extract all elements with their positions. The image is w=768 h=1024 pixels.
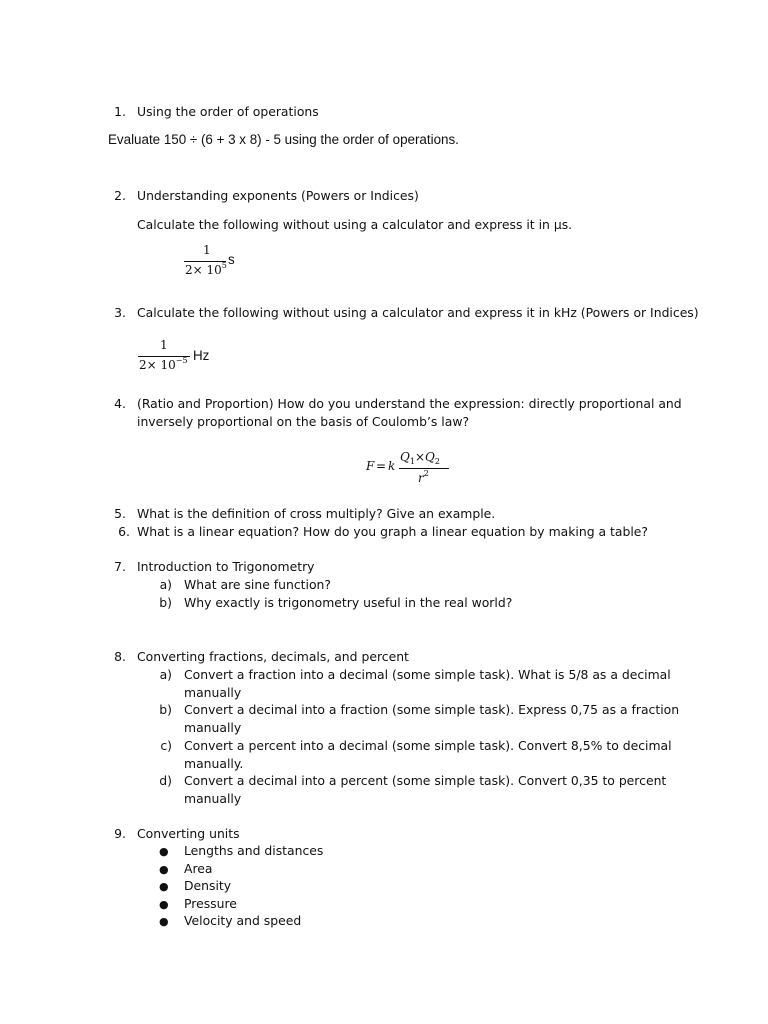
fraction-2 — [138, 338, 228, 380]
item-7a-text: What are sine function? — [184, 577, 331, 592]
item-6-title: What is a linear equation? How do you graph a linear equation by making a table? — [137, 524, 648, 539]
item-8-number: 8. — [114, 649, 126, 664]
item-1-title: Using the order of operations — [137, 104, 319, 119]
item-8b-line-1: Convert a decimal into a fraction (some simple task). Express 0,75 as a fraction — [184, 702, 680, 717]
bullet-5-icon: ● — [159, 915, 169, 928]
item-8d-line-1: Convert a decimal into a percent (some simple task). Convert 0,35 to percent — [184, 773, 667, 788]
bullet-3-text: Density — [184, 878, 232, 893]
formula-k: k — [388, 459, 396, 473]
fraction-1-bar — [184, 261, 226, 262]
item-8c-label: c) — [160, 738, 172, 753]
item-7-title: Introduction to Trigonometry — [137, 559, 315, 574]
item-5-title: What is the definition of cross multiply? Give an example. — [137, 506, 496, 521]
fraction-2-numerator: 1 — [160, 338, 168, 352]
bullet-1-icon: ● — [159, 845, 169, 858]
formula-equals: = — [376, 459, 387, 473]
bullet-2-text: Area — [184, 861, 213, 876]
item-7-number: 7. — [114, 559, 126, 574]
item-7b-label: b) — [159, 595, 172, 610]
item-8d-label: d) — [159, 773, 172, 788]
bullet-4-icon: ● — [159, 898, 169, 911]
fraction-2-denominator: $2\times 10^{-5}$ — [139, 356, 188, 372]
bullet-2-icon: ● — [159, 863, 169, 876]
formula-lhs: F — [366, 459, 375, 473]
item-7a-label: a) — [159, 577, 172, 592]
calc-instruction: Calculate the following without using a calculator and express it in µs. — [137, 217, 573, 232]
fraction-2-unit: Hz — [193, 348, 210, 363]
item-2-number: 2. — [114, 188, 126, 203]
bullet-1-text: Lengths and distances — [184, 843, 324, 858]
fraction-1 — [184, 243, 244, 283]
fraction-1-denominator: $2\times 10^5$ — [185, 261, 227, 277]
item-4-line-2: inversely proportional on the basis of Coulomb’s law? — [137, 414, 470, 429]
item-8b-label: b) — [159, 702, 172, 717]
item-8c-line-2: manually. — [184, 756, 244, 771]
coulomb-formula — [366, 450, 466, 492]
item-5-number: 5. — [114, 506, 126, 521]
bullet-5-text: Velocity and speed — [184, 913, 302, 928]
item-8-title: Converting fractions, decimals, and percent — [137, 649, 409, 664]
formula-denominator: $r^2$ — [418, 469, 429, 485]
item-8a-line-2: manually — [184, 685, 242, 700]
item-2-title: Understanding exponents (Powers or Indices) — [137, 188, 419, 203]
item-8a-line-1: Convert a fraction into a decimal (some simple task). What is 5/8 as a decimal — [184, 667, 671, 682]
item-1-number: 1. — [114, 104, 126, 119]
item-9-title: Converting units — [137, 826, 240, 841]
item-4-line-1: (Ratio and Proportion) How do you understand the expression: directly proportional and — [137, 396, 682, 411]
item-8c-line-1: Convert a percent into a decimal (some simple task). Convert 8,5% to decimal — [184, 738, 672, 753]
item-8b-line-2: manually — [184, 720, 242, 735]
formula-numerator: $Q_1\times Q_2$ — [400, 450, 440, 466]
item-3-title: Calculate the following without using a calculator and express it in kHz (Powers or Indices) — [137, 305, 699, 320]
item-8a-label: a) — [159, 667, 172, 682]
item-4-number: 4. — [114, 396, 126, 411]
bullet-3-icon: ● — [159, 880, 169, 893]
evaluate-expression: Evaluate 150 ÷ (6 + 3 x 8) - 5 using the order of operations. — [108, 132, 459, 147]
fraction-1-numerator: 1 — [203, 243, 211, 257]
item-7b-text: Why exactly is trigonometry useful in the real world? — [184, 595, 513, 610]
item-3-number: 3. — [114, 305, 126, 320]
item-6-number: 6. — [118, 524, 130, 539]
item-8d-line-2: manually — [184, 791, 242, 806]
bullet-4-text: Pressure — [184, 896, 237, 911]
item-9-number: 9. — [114, 826, 126, 841]
fraction-1-unit: s — [228, 252, 235, 267]
